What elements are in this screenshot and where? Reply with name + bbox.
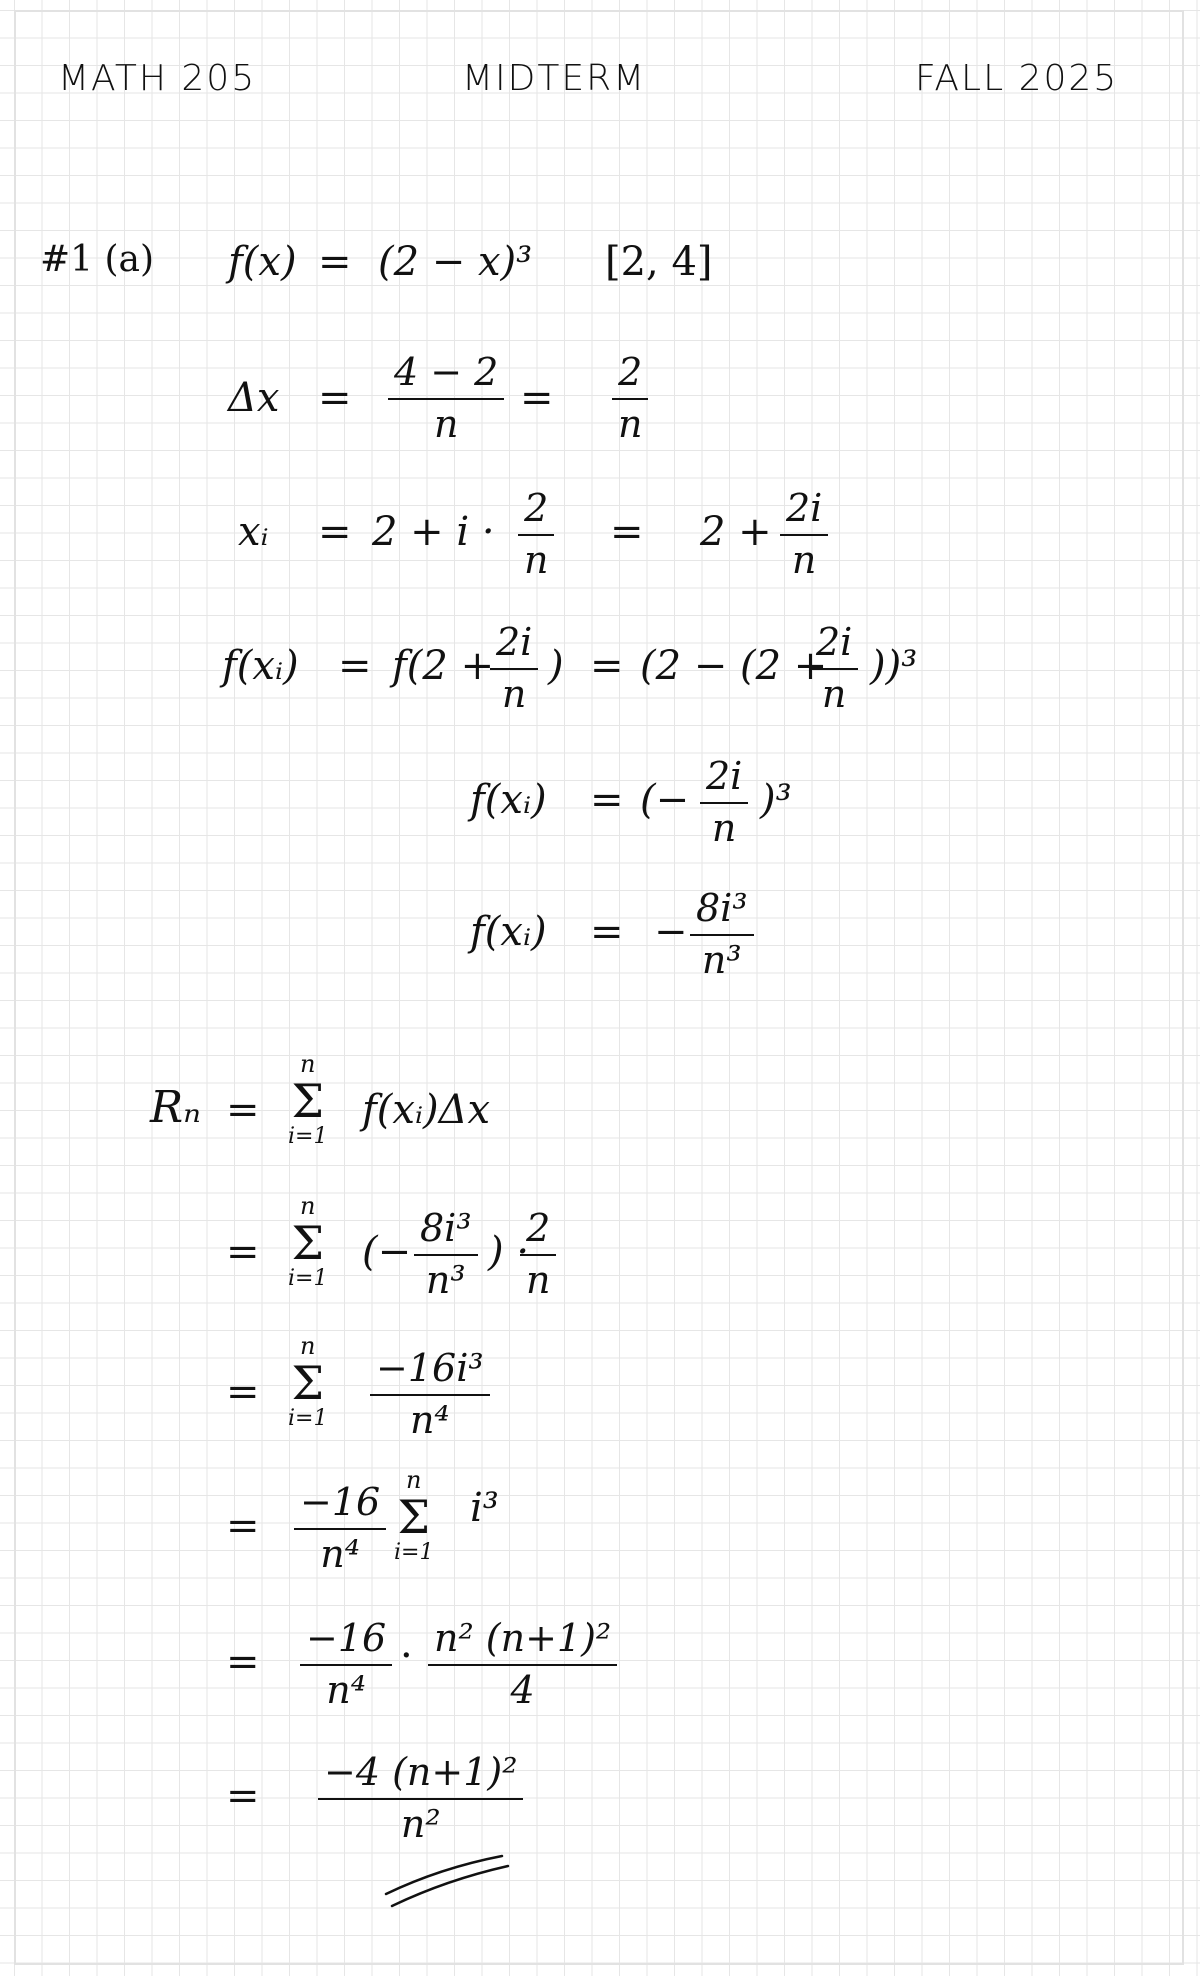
rn-final-fraction — [318, 1752, 523, 1846]
fraction-denominator: 4 — [510, 1667, 535, 1712]
fxi-line2-lhs: f(xᵢ) — [470, 777, 547, 823]
equals-sign: = — [590, 909, 624, 955]
multiply-dot: · — [400, 1633, 413, 1679]
summation-2 — [288, 1194, 327, 1290]
fraction-denominator: n⁴ — [409, 1397, 450, 1442]
rn-step4-fraction — [294, 1482, 386, 1576]
sigma-symbol: Σ — [291, 1074, 324, 1128]
sum-upper-limit: n — [300, 1332, 316, 1360]
fraction-denominator: n⁴ — [320, 1531, 360, 1576]
xi-result-prefix: 2 + — [700, 509, 772, 555]
equals-sign: = — [318, 509, 352, 555]
fraction-denominator: n² — [400, 1801, 441, 1846]
exam-title: MIDTERM — [462, 58, 647, 99]
equals-sign: = — [226, 1369, 260, 1415]
fraction-denominator: n — [524, 537, 549, 582]
sum-lower-limit: i=1 — [288, 1266, 328, 1291]
fraction-numerator: 4 − 2 — [388, 352, 504, 400]
sigma-symbol: Σ — [291, 1356, 324, 1410]
equals-sign: = — [226, 1773, 260, 1819]
fxi-step2-suffix: ))³ — [870, 643, 918, 689]
rn-step5-fraction-2 — [428, 1618, 617, 1712]
term-title: FALL 2025 — [915, 58, 1119, 99]
fraction-numerator: 2 — [520, 1208, 556, 1256]
fraction-denominator: n — [618, 401, 643, 446]
xi-mid-prefix: 2 + i · — [372, 509, 495, 555]
sum-upper-limit: n — [300, 1050, 316, 1078]
equals-sign: = — [318, 375, 352, 421]
equals-sign: = — [226, 1229, 260, 1275]
fraction-numerator: 8i³ — [690, 888, 754, 936]
fxi-line2-fraction — [700, 756, 748, 850]
equals-sign: = — [226, 1639, 260, 1685]
equals-sign: = — [338, 643, 372, 689]
fraction-denominator: n — [821, 671, 847, 716]
rn-step2-mid: ) · — [488, 1229, 530, 1275]
fraction-numerator: 8i³ — [414, 1208, 478, 1256]
rn-step2-fraction — [414, 1208, 478, 1302]
equals-sign: = — [610, 509, 644, 555]
summation-1 — [288, 1052, 327, 1148]
rn-step4-body: i³ — [470, 1485, 499, 1531]
delta-x-fraction — [388, 352, 504, 446]
sum-upper-limit: n — [406, 1466, 422, 1494]
fraction-denominator: n⁴ — [326, 1667, 366, 1712]
fxi-line2-prefix: (− — [640, 777, 690, 823]
fraction-numerator: −16i³ — [370, 1348, 490, 1396]
delta-x-lhs: Δx — [228, 375, 280, 421]
fraction-numerator: 2i — [700, 756, 748, 804]
underline-stroke-1 — [386, 1856, 502, 1894]
equals-sign: = — [226, 1503, 260, 1549]
course-title: MATH 205 — [58, 58, 257, 99]
rn-step2-prefix: (− — [362, 1229, 412, 1275]
fxi-line3-prefix: − — [654, 909, 688, 955]
fxi-step2-fraction — [810, 622, 858, 716]
delta-x-result — [612, 352, 648, 446]
fraction-numerator: n² (n+1)² — [428, 1618, 617, 1666]
fxi-line3-lhs: f(xᵢ) — [470, 909, 547, 955]
equals-sign: = — [590, 643, 624, 689]
fraction-denominator: n — [526, 1257, 551, 1302]
sigma-symbol: Σ — [397, 1490, 430, 1544]
sum-upper-limit: n — [300, 1192, 316, 1220]
fxi-step1-suffix: ) — [548, 643, 564, 689]
fraction-denominator: n — [433, 401, 459, 446]
equals-sign: = — [226, 1087, 260, 1133]
fraction-numerator: −16 — [300, 1618, 392, 1666]
sum-lower-limit: i=1 — [288, 1406, 328, 1431]
fxi-step1-fraction — [490, 622, 538, 716]
sigma-symbol: Σ — [291, 1216, 324, 1270]
fraction-numerator: 2i — [490, 622, 538, 670]
function-lhs: f(x) — [228, 239, 297, 285]
equals-sign: = — [318, 239, 352, 285]
rn-step5-fraction — [300, 1618, 392, 1712]
rn-step2-fraction-2 — [520, 1208, 556, 1302]
fraction-numerator: 2i — [780, 488, 828, 536]
xi-mid-fraction — [518, 488, 554, 582]
fxi-step2-prefix: (2 − (2 + — [640, 643, 828, 689]
sum-lower-limit: i=1 — [394, 1540, 434, 1565]
equals-sign: = — [590, 777, 624, 823]
fraction-denominator: n³ — [701, 937, 742, 982]
xi-lhs: xᵢ — [238, 509, 269, 555]
fraction-denominator: n³ — [425, 1257, 466, 1302]
underline-stroke-2 — [392, 1866, 508, 1906]
summation-3 — [288, 1334, 327, 1430]
fraction-numerator: 2 — [612, 352, 648, 400]
fraction-numerator: 2i — [810, 622, 858, 670]
fxi-line3-fraction — [690, 888, 754, 982]
rn-step3-fraction — [370, 1348, 490, 1442]
problem-label: #1 (a) — [40, 239, 155, 280]
function-rhs: (2 − x)³ — [378, 239, 533, 285]
fxi-line2-suffix: )³ — [760, 777, 792, 823]
fraction-numerator: −4 (n+1)² — [318, 1752, 523, 1800]
summation-4 — [394, 1468, 433, 1564]
fraction-denominator: n — [711, 805, 737, 850]
fxi-step1-prefix: f(2 + — [392, 643, 495, 689]
fraction-numerator: 2 — [518, 488, 554, 536]
xi-result-fraction — [780, 488, 828, 582]
rn-step1-body: f(xᵢ)Δx — [362, 1087, 491, 1133]
fraction-denominator: n — [791, 537, 817, 582]
equals-sign: = — [520, 375, 554, 421]
fxi-lhs: f(xᵢ) — [222, 643, 299, 689]
fraction-numerator: −16 — [294, 1482, 386, 1530]
double-underline-mark — [380, 1850, 520, 1910]
sum-lower-limit: i=1 — [288, 1124, 328, 1149]
rn-lhs: Rₙ — [150, 1082, 201, 1133]
interval: [2, 4] — [605, 239, 713, 285]
fraction-denominator: n — [501, 671, 527, 716]
